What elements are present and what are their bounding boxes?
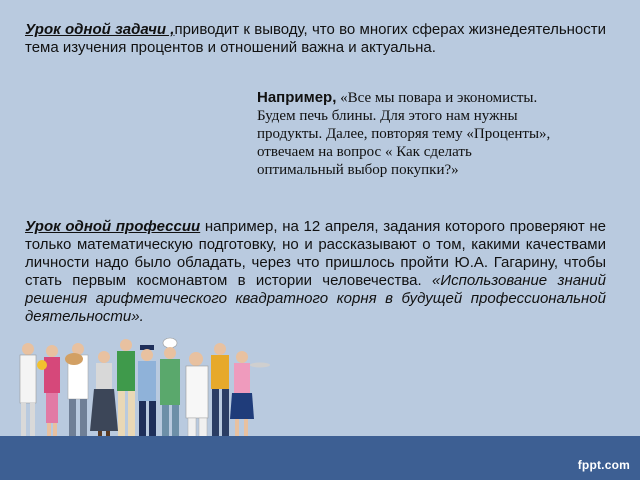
paragraph-task-lesson	[25, 21, 606, 57]
watermark-label: fppt.com	[577, 458, 630, 472]
paragraph-profession-lesson	[25, 218, 606, 326]
profession-lesson-lead: Урок одной профессии	[25, 218, 201, 235]
doctor-figure	[19, 343, 37, 451]
mechanic-figure	[210, 343, 231, 445]
example-quote	[257, 89, 557, 179]
worker-figure	[116, 339, 138, 447]
task-lesson-text: приводит к выводу, что во многих сферах жизнедеятельности тема изучения процентов и отношений важна и актуальна.	[25, 21, 607, 56]
task-lesson-lead: Урок одной задачи ,	[25, 21, 175, 38]
profession-lesson-emphasis: «Использование знаний решения арифметического квадратного корня в будущей профессиональной деятельности».	[25, 272, 606, 325]
example-text: «Все мы повара и экономисты. Будем печь блины. Для этого нам нужны продукты. Далее, повторяя тему «Проценты», отвечаем на вопрос « Как сделать оптимальный выбор покупки?»	[257, 90, 551, 178]
example-lead: Например,	[257, 89, 337, 106]
profession-lesson-text: например, на 12 апреля, задания которого проверяют не только математическую подготовку, но и рассказывают о том, какими качествами личности надо было обладать, через что пришлось пройти Ю.А. Гагарину, чтобы стать первым космонавтом в истории человечества.	[25, 218, 606, 289]
footer-band	[0, 436, 640, 480]
